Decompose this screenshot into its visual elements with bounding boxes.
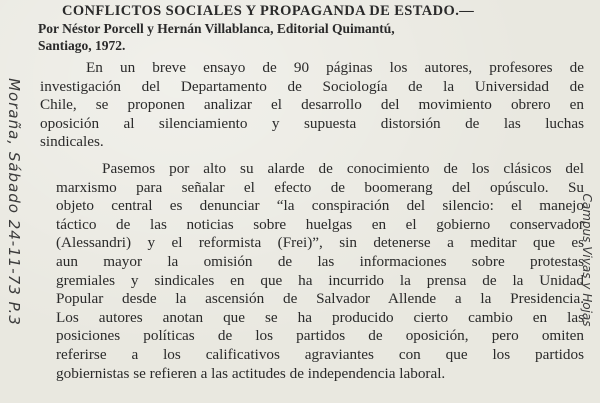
article-byline (38, 20, 584, 54)
paragraph-line: Chile, se proponen analizar el desarrollo del movimiento obrero en (40, 96, 584, 114)
handwritten-note-right-text: Campus Vivas y Hojas (580, 193, 594, 327)
paragraph-line: referirse a los calificativos agraviantes con que los partidos (56, 345, 584, 363)
paragraph-1 (40, 59, 584, 152)
paragraph-line: Los autores anotan que se ha producido cierto cambio en las (56, 308, 584, 326)
paragraph-line: posiciones políticas de los partidos de oposición, pero omiten (56, 327, 584, 345)
paragraph-line: aun mayor la omisión de las informaciones sobre protestas (56, 252, 584, 270)
paragraph-line: investigación del Departamento de Sociología de la Universidad de (40, 77, 584, 95)
paragraph-line: gobiernistas se refieren a las actitudes de independencia laboral. (56, 364, 446, 382)
paragraph-line: objeto central es denunciar “la conspiración del silencio: el manejo (56, 197, 584, 215)
handwritten-note-left-text: Moraña, Sábado 24-11-73 P.3 (5, 78, 23, 326)
review-article (28, 3, 584, 383)
paragraph-line: Popular desde la ascensión de Salvador Allende a la Presidencia. (56, 290, 584, 308)
paragraph-line: gremiales y sindicales en que ha incurrido la prensa de la Unidad (56, 271, 584, 289)
paragraph-line: Pasemos por alto su alarde de conocimiento de los clásicos del (102, 159, 584, 177)
paragraph-line: sindicales. (40, 133, 104, 151)
paragraph-line: En un breve ensayo de 90 páginas los autores, profesores de (86, 59, 584, 76)
byline-line-2: Santiago, 1972. (38, 38, 126, 53)
handwritten-margin-note-right (574, 120, 600, 400)
handwritten-margin-note-left (2, 6, 26, 398)
paragraph-line: (Alessandri) y el reformista (Frei)”, sin detenerse a meditar que es (56, 234, 584, 252)
paragraph-line: oposición al silenciamiento y supuesta distorsión de las luchas (40, 114, 584, 132)
paragraph-2 (56, 160, 584, 383)
paragraph-line: táctico de las noticias sobre huelgas en el gobierno conservador (56, 215, 584, 233)
article-headline: CONFLICTOS SOCIALES Y PROPAGANDA DE ESTADO.— (62, 3, 475, 19)
byline-line-1: Por Néstor Porcell y Hernán Villablanca, Editorial Quimantú, (38, 21, 395, 36)
paragraph-line: marxismo para señalar el efecto de boomerang del opúsculo. Su (56, 178, 584, 196)
